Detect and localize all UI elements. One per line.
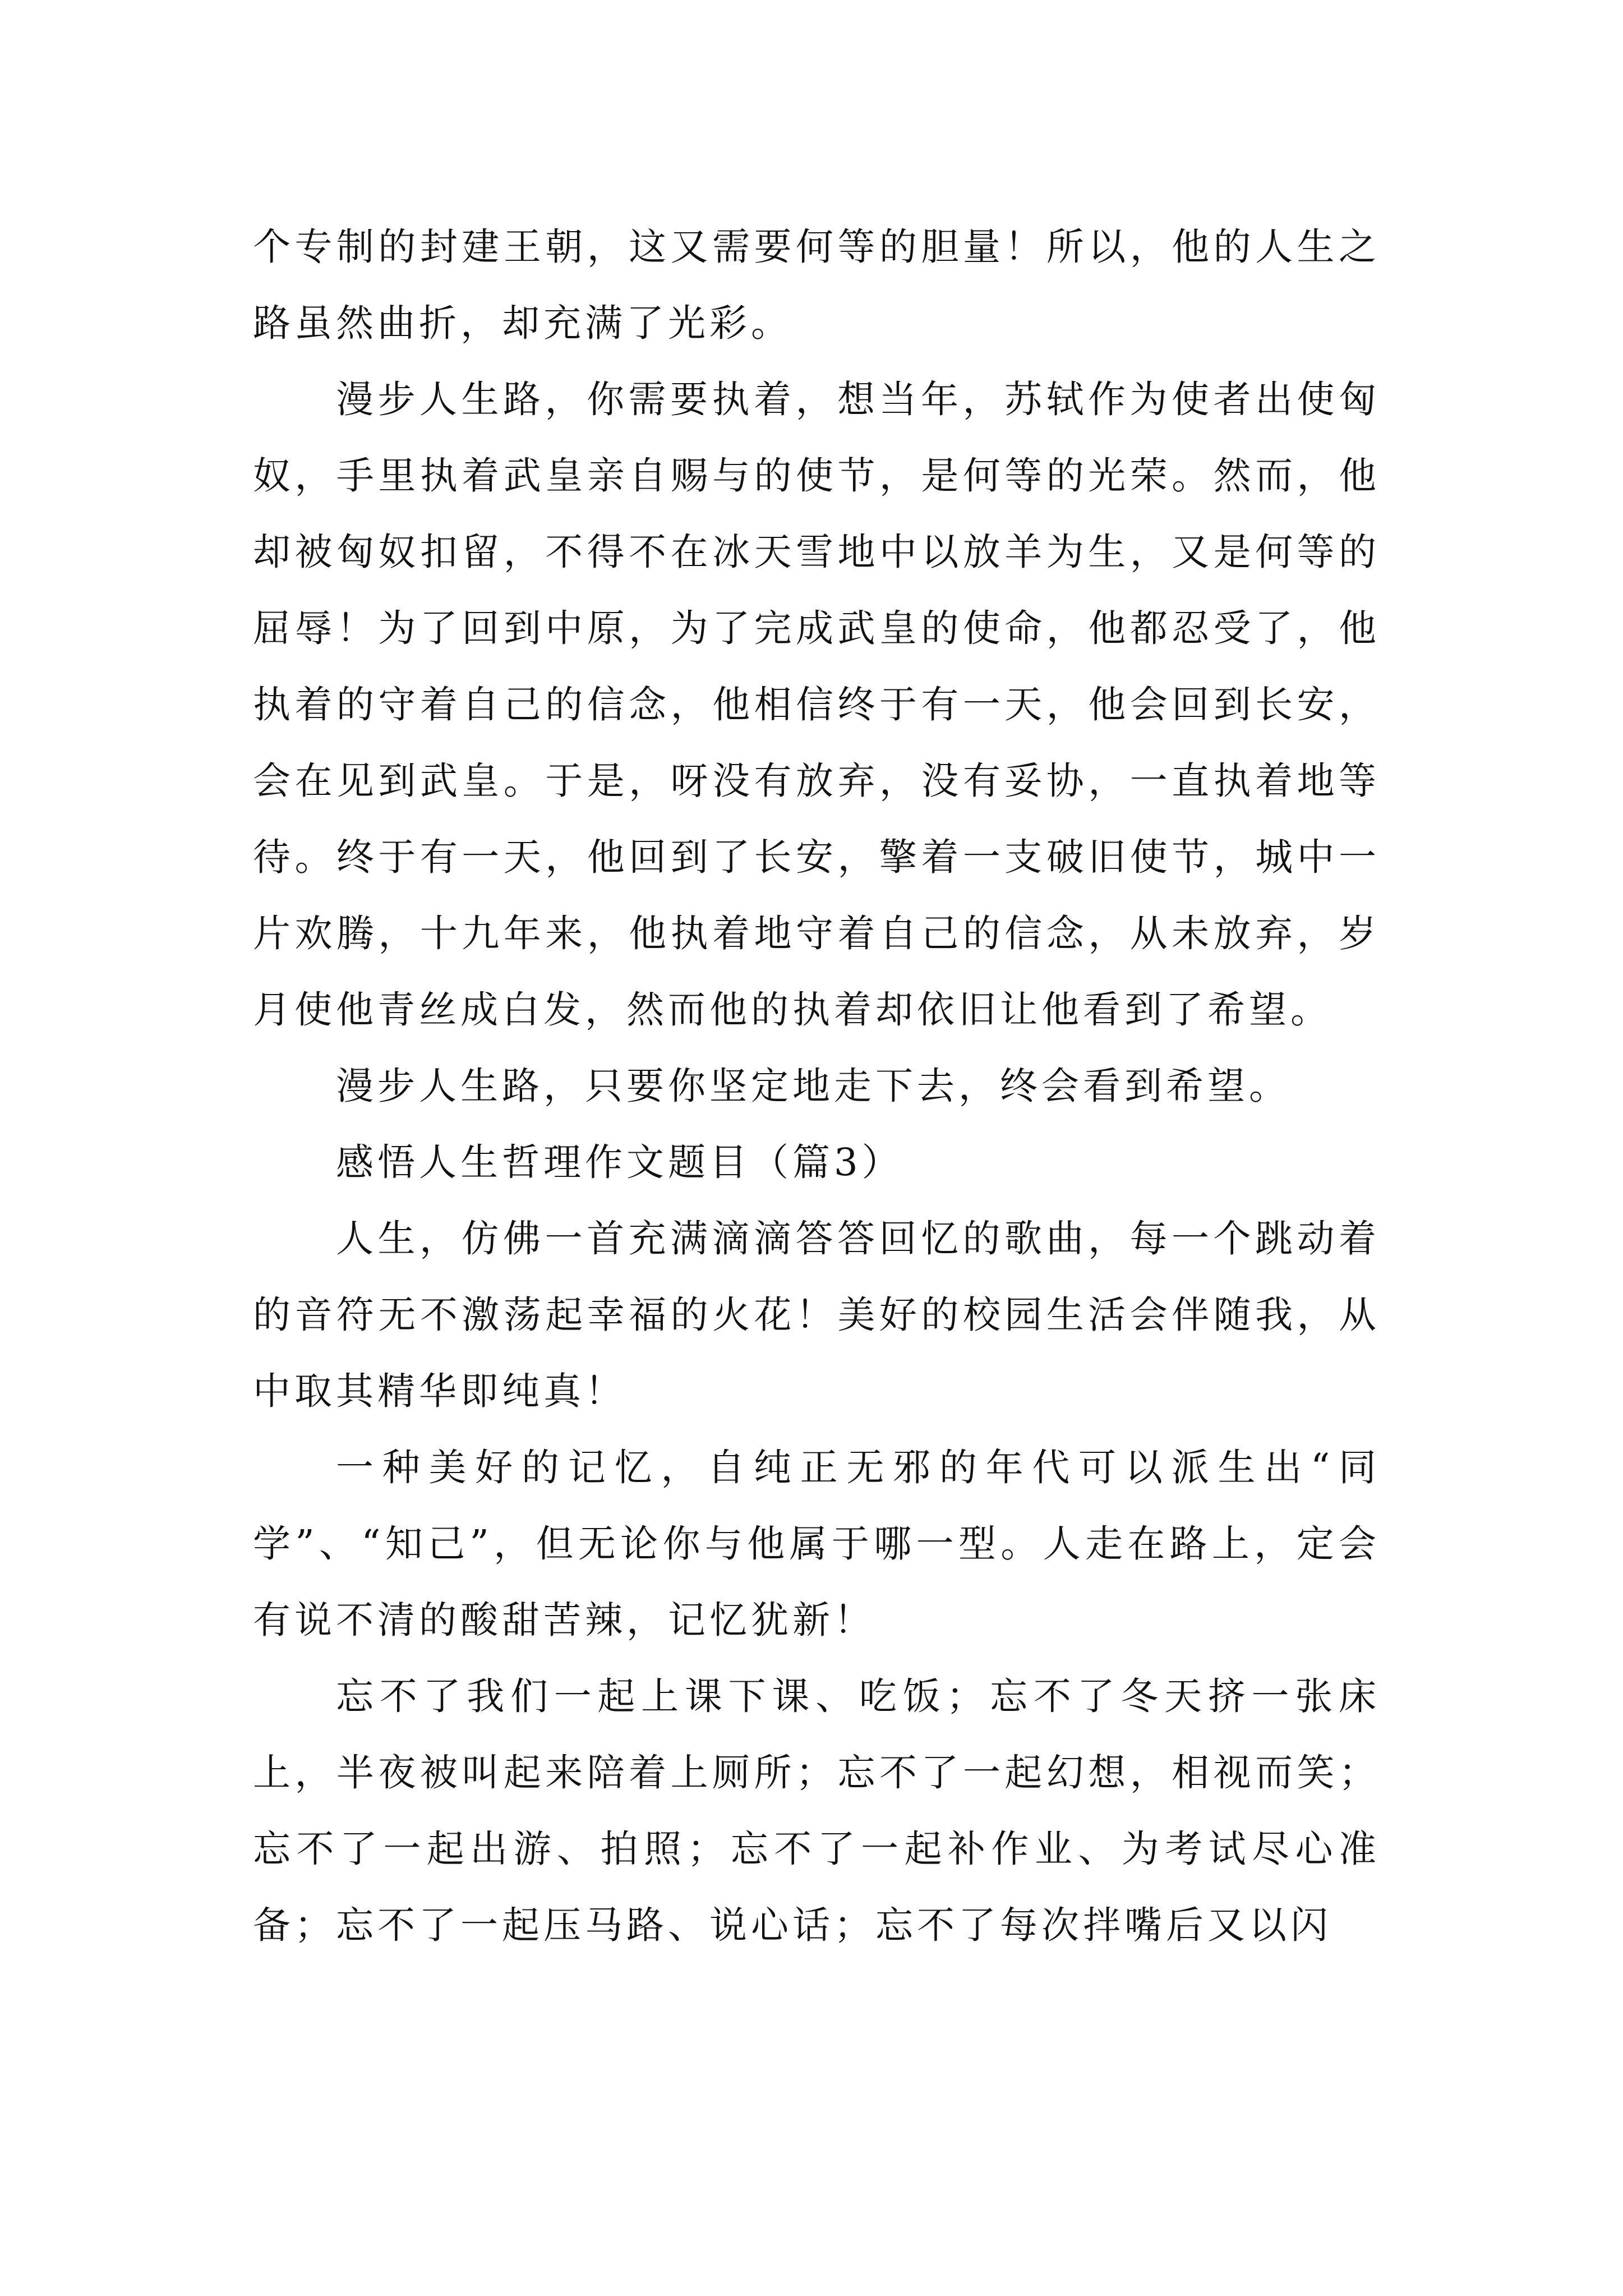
paragraph-2: 漫步人生路，你需要执着，想当年，苏轼作为使者出使匈奴，手里执着武皇亲自赐与的使节，是何等的光荣。然而，他却被匈奴扣留，不得不在冰天雪地中以放羊为生，又是何等的屈辱！为了回到中原，为了完成武皇的使命，他都忍受了，他执着的守着自己的信念，他相信终于有一天，他会回到长安，会在见到武皇。于是，呀没有放弃，没有妥协，一直执着地等待。终于有一天，他回到了长安，擎着一支破旧使节，城中一片欢腾，十九年来，他执着地守着自己的信念，从未放弃，岁月使他青丝成白发，然而他的执着却依旧让他看到了希望。 (253, 378, 1380, 1032)
paragraph-5: 一种美好的记忆，自纯正无邪的年代可以派生出“同学”、“知己”，但无论你与他属于哪一型。人走在路上，定会有说不清的酸甜苦辣，记忆犹新！ (253, 1446, 1380, 1642)
paragraph-1: 个专制的封建王朝，这又需要何等的胆量！所以，他的人生之路虽然曲折，却充满了光彩。 (253, 225, 1380, 345)
paragraph-3: 漫步人生路，只要你坚定地走下去，终会看到希望。 (336, 1064, 1290, 1108)
section-heading: 感悟人生哲理作文题目（篇3） (336, 1140, 903, 1184)
document-body (253, 209, 1380, 1963)
paragraph-6: 忘不了我们一起上课下课、吃饭；忘不了冬天挤一张床上，半夜被叫起来陪着上厕所；忘不了一起幻想，相视而笑；忘不了一起出游、拍照；忘不了一起补作业、为考试尽心准备；忘不了一起压马路、说心话；忘不了每次拌嘴后又以闪 (253, 1674, 1380, 1947)
paragraph-4: 人生，仿佛一首充满滴滴答答回忆的歌曲，每一个跳动着的音符无不激荡起幸福的火花！美好的校园生活会伴随我，从中取其精华即纯真！ (253, 1217, 1380, 1413)
